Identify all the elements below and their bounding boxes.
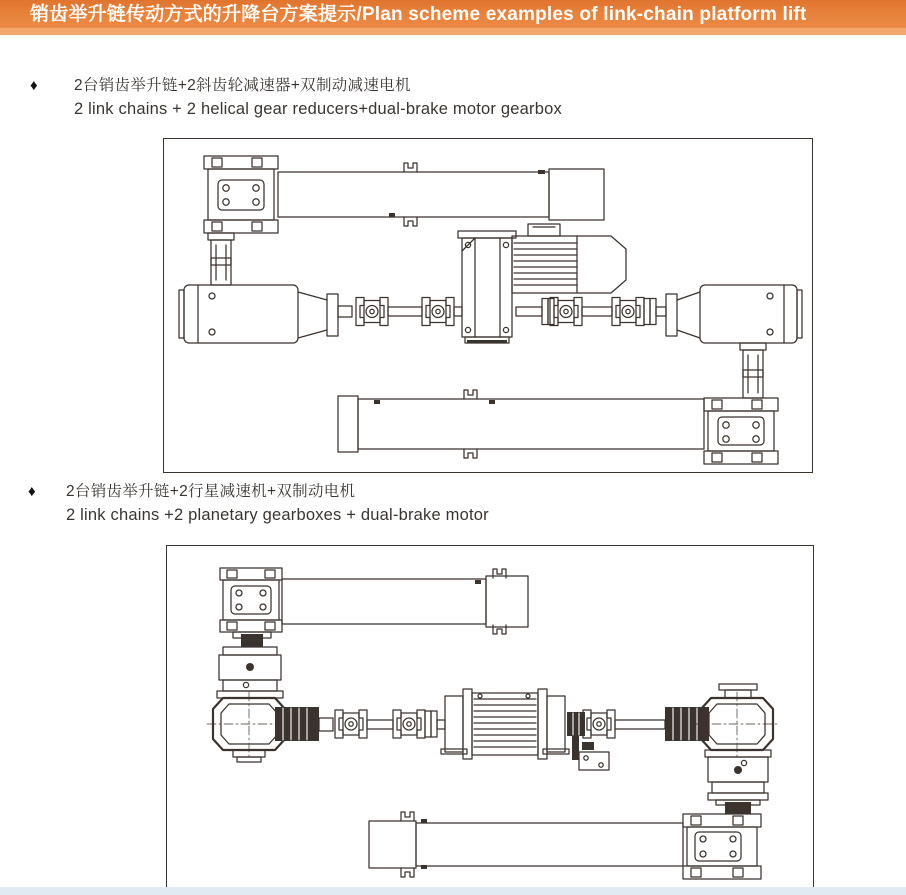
chain-beam-top	[278, 163, 604, 226]
chain-beam-bottom	[369, 812, 683, 877]
chain-lift-unit-bottom-right	[704, 398, 778, 464]
right-lift-column	[740, 343, 766, 398]
diamond-bullet-icon: ♦	[28, 483, 36, 500]
chain-beam-top	[282, 569, 528, 634]
chain-lift-unit-bottom-right	[683, 814, 761, 879]
scheme2-title-zh: 2台销齿举升链+2行星减速机+双制动电机	[66, 483, 356, 500]
left-helical-gear-reducer	[179, 285, 352, 343]
scheme1-caption	[74, 73, 562, 119]
dual-brake-motor	[512, 224, 626, 293]
diamond-bullet-icon: ♦	[30, 77, 38, 94]
scheme1-title-en: 2 link chains + 2 helical gear reducers+dual-brake motor gearbox	[74, 100, 562, 118]
diagram-frame-planetary-scheme	[166, 545, 814, 889]
right-helical-gear-reducer	[666, 285, 802, 343]
left-coupling-shaft	[275, 707, 445, 741]
right-cardan-shaft	[583, 707, 709, 741]
right-cardan-shaft	[516, 298, 666, 326]
scheme2-caption	[66, 479, 489, 525]
scheme1-title-zh: 2台销齿举升链+2斜齿轮减速器+双制动减速电机	[74, 77, 411, 94]
helical-gear-reducer-scheme-drawing	[164, 139, 809, 469]
diagram-frame-helical-scheme	[163, 138, 813, 473]
page-bottom-strip	[0, 887, 906, 895]
chain-beam-bottom	[338, 390, 704, 458]
right-planetary-gearbox	[705, 750, 771, 814]
left-planetary-gearbox	[217, 632, 283, 698]
dual-brake-motor	[441, 689, 569, 759]
scheme2-title-en: 2 link chains +2 planetary gearboxes + dual-brake motor	[66, 506, 489, 524]
chain-lift-unit-top-left	[220, 568, 282, 632]
brake-chain-assembly	[567, 712, 609, 770]
planetary-gearbox-scheme-drawing	[167, 546, 810, 885]
page-header-bar	[0, 0, 906, 35]
page-title: 销齿举升链传动方式的升降台方案提示/Plan scheme examples of link-chain platform lift	[30, 4, 807, 25]
left-lift-column	[208, 233, 234, 285]
left-cardan-shaft	[356, 298, 462, 326]
center-gearbox	[458, 231, 516, 343]
chain-lift-unit-top-left	[204, 156, 278, 233]
